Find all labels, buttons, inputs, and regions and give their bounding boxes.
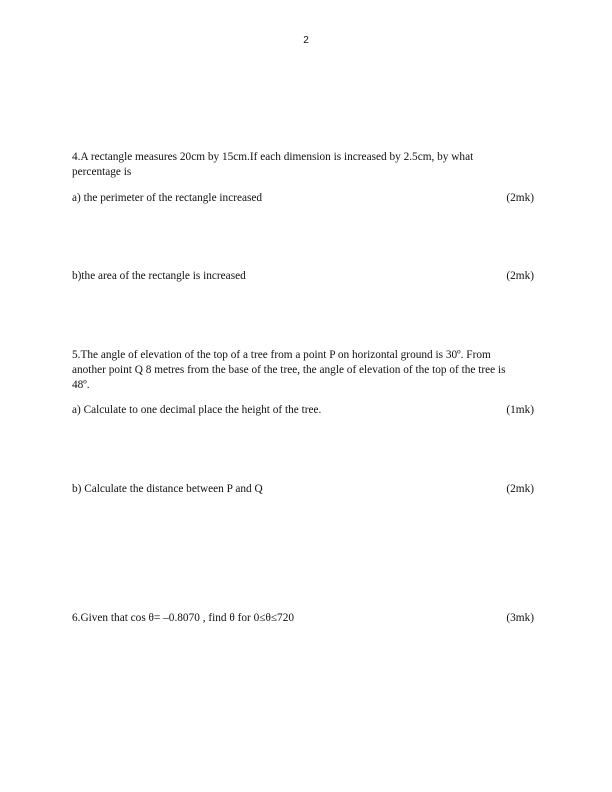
question-5-stem-line-3: 48º. xyxy=(72,379,90,391)
question-5a-text: a) Calculate to one decimal place the height of the tree. xyxy=(72,404,322,416)
question-5-stem-line-1: 5.The angle of elevation of the top of a tree from a point P on horizontal ground is 30º. From xyxy=(72,349,491,361)
question-6-text: 6.Given that cos θ= –0.8070 , find θ for 0≤θ≤720 xyxy=(72,612,295,624)
question-4b-marks: (2mk) xyxy=(506,270,534,282)
question-5-stem-line-2: another point Q 8 metres from the base of the tree, the angle of elevation of the top of the tree is xyxy=(72,364,506,376)
question-5b-text: b) Calculate the distance between P and Q xyxy=(72,483,263,495)
question-6-marks: (3mk) xyxy=(506,612,534,624)
question-4b-text: b)the area of the rectangle is increased xyxy=(72,270,246,282)
question-5b-marks: (2mk) xyxy=(506,483,534,495)
question-5a-marks: (1mk) xyxy=(506,404,534,416)
question-4-stem-line-1: 4.A rectangle measures 20cm by 15cm.If each dimension is increased by 2.5cm, by what xyxy=(72,151,474,163)
question-4a-marks: (2mk) xyxy=(506,192,534,204)
question-4-stem-line-2: percentage is xyxy=(72,166,132,178)
page-number: 2 xyxy=(303,35,309,46)
question-4a-text: a) the perimeter of the rectangle increased xyxy=(72,192,263,204)
